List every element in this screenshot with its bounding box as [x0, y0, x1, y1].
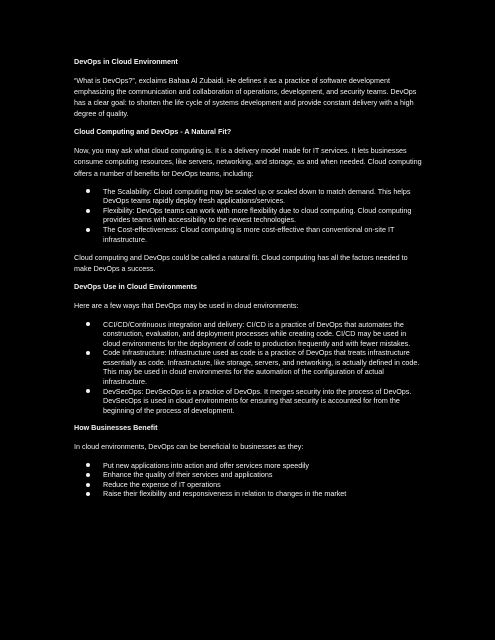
list-item	[86, 206, 424, 225]
list-item-text: Reduce the expense of IT operations	[103, 479, 221, 489]
list-item-text: Raise their flexibility and responsiveness in relation to changes in the market	[103, 489, 347, 499]
list-item-text: Code Infrastructure: Infrastructure used as code is a practice of DevOps that treats infrastructure essentially as code. Infrastructure, like storage, servers, and networking, is actually defined in code. This may be used in cloud environments for the automation of the configuration of actual infrastructure.	[103, 348, 420, 387]
bullet-icon	[86, 189, 90, 193]
list-devops-uses	[74, 320, 424, 416]
list-item	[86, 461, 424, 471]
bullet-icon	[86, 228, 90, 232]
paragraph-devops-use-intro: Here are a few ways that DevOps may be used in cloud environments:	[74, 301, 299, 311]
section-heading-business-benefit: How Businesses Benefit	[74, 423, 158, 433]
paragraph-business-intro: In cloud environments, DevOps can be beneficial to businesses as they:	[74, 442, 304, 452]
bullet-icon	[86, 463, 90, 467]
list-item	[86, 348, 424, 386]
bullet-icon	[86, 322, 90, 326]
list-cloud-benefits	[74, 187, 424, 245]
list-item-text: Flexibility: DevOps teams can work with more flexibility due to cloud computing. Cloud computing provides teams with accessibility to the newest technologies.	[103, 205, 412, 225]
list-item-text: Put new applications into action and offer services more speedily	[103, 460, 310, 470]
list-item-text: The Cost-effectiveness: Cloud computing is more cost-effective than conventional on-site IT infrastructure.	[103, 225, 395, 244]
section-heading-devops-cloud: DevOps in Cloud Environment	[74, 57, 178, 66]
paragraph-cloud-intro: Now, you may ask what cloud computing is. It is a delivery model made for IT services. It lets businesses consume computing resources, like servers, networking, and storage, as and when needed. Cloud computing offers a number of benefits for DevOps teams, including:	[74, 146, 422, 178]
list-item	[86, 489, 424, 499]
bullet-icon	[86, 351, 90, 355]
list-item	[86, 480, 424, 490]
list-item	[86, 470, 424, 480]
bullet-icon	[86, 473, 90, 477]
list-business-benefits	[74, 461, 424, 499]
bullet-icon	[86, 209, 90, 213]
document-page	[74, 57, 424, 507]
section-heading-cloud-fit: Cloud Computing and DevOps - A Natural Fit?	[74, 127, 232, 137]
list-item	[86, 225, 424, 244]
list-item	[86, 320, 424, 349]
bullet-icon	[86, 492, 90, 496]
paragraph-what-is-devops: “What is DevOps?”, exclaims Bahaa Al Zubaidi. He defines it as a practice of software development emphasizing the communication and collaboration of operations, development, and security teams. DevOps has a clear goal: to shorten the life cycle of systems development and provide constant delivery with a high degree of quality.	[74, 76, 417, 119]
list-item	[86, 387, 424, 416]
list-item	[86, 187, 424, 206]
section-heading-devops-use: DevOps Use in Cloud Environments	[74, 282, 198, 292]
list-item-text: DevSecOps: DevSecOps is a practice of DevOps. It merges security into the process of DevOps. DevSecOps is used in cloud environments for ensuring that security is accounted for from the beginning of the process of development.	[103, 386, 412, 415]
list-item-text: CCI/CD/Continuous integration and delivery: CI/CD is a practice of DevOps that automates the construction, evaluation, and deployment processes while creating code. CI/CD may be used in cloud environments for the deployment of code to production frequently and with fewer mistakes.	[103, 319, 411, 348]
bullet-icon	[86, 483, 90, 487]
list-item-text: The Scalability: Cloud computing may be scaled up or scaled down to match demand. This helps DevOps teams rapidly deploy fresh applications/services.	[103, 186, 411, 206]
paragraph-natural-fit: Cloud computing and DevOps could be called a natural fit. Cloud computing has all the factors needed to make DevOps a success.	[74, 253, 408, 274]
list-item-text: Enhance the quality of their services and applications	[103, 470, 273, 480]
bullet-icon	[86, 389, 90, 393]
